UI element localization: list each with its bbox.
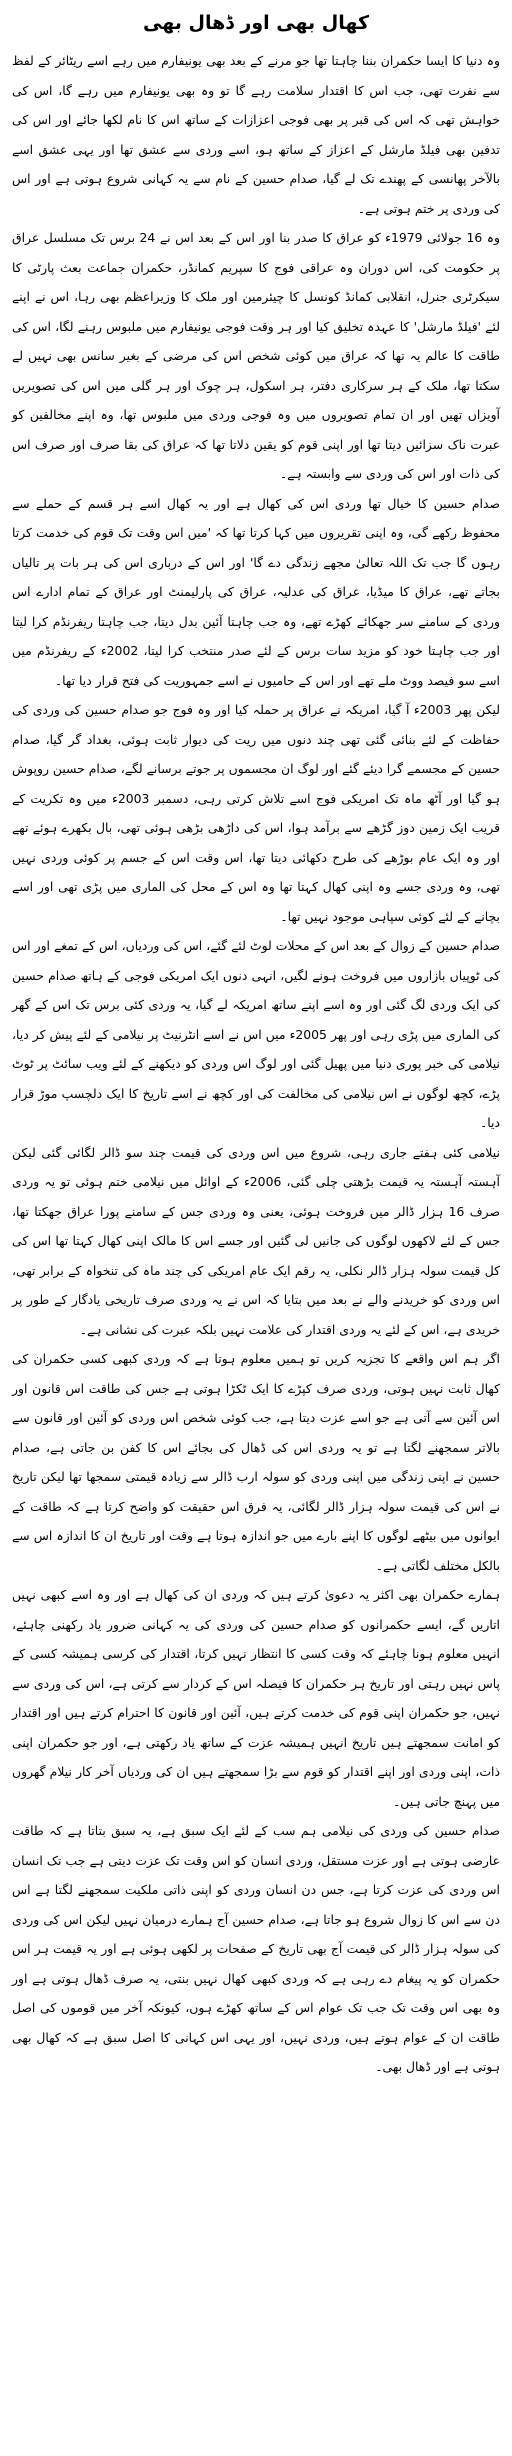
article-paragraph: صدام حسین کا خیال تھا وردی اس کی کھال ہے اور یہ کھال اسے ہر قسم کے حملے سے محفوظ رکھے گی، وہ اپنی تقریروں میں کہا کرتا تھا کہ 'میں اس وقت تک قوم کی خدمت کرتا رہوں گا جب تک اللہ تعالیٰ مجھے زندگی دے گا' اور اس کے درباری اس کی ہر بات پر تالیاں بجاتے تھے، عراق کا میڈیا، عراق کی عدلیہ، عراق کی پارلیمنٹ اور عراق کے تمام ادارے اس وردی کے سامنے سر جھکائے کھڑے تھے، وہ جب چاہتا آئین بدل دیتا، جب چاہتا ریفرنڈم کرا لیتا اور جب چاہتا خود کو مزید سات برس کے لئے صدر منتخب کرا لیتا، 2002ء کے ریفرنڈم میں اسے سو فیصد ووٹ ملے تھے اور اس کے حامیوں نے اسے جمہوریت کی فتح قرار دیا تھا۔ — [12, 495, 500, 688]
article-paragraph: صدام حسین کی وردی کی نیلامی ہم سب کے لئے ایک سبق ہے، یہ سبق بتاتا ہے کہ طاقت عارضی ہوتی ہے اور عزت مستقل، وردی انسان کو اس وقت تک عزت دیتی ہے جب تک انسان اس وردی کی عزت کرتا ہے، جس دن انسان وردی کو اپنی ذاتی ملکیت سمجھنے لگتا ہے اس دن سے اس کا زوال شروع ہو جاتا ہے، صدام حسین آج ہمارے درمیان نہیں لیکن اس کی وردی کی سولہ ہزار ڈالر کی قیمت آج بھی تاریخ کے صفحات پر لکھی ہوئی ہے اور یہ قیمت ہر اس حکمران کو یہ پیغام دے رہی ہے کہ وردی کبھی کھال نہیں بنتی، یہ صرف ڈھال ہوتی ہے اور وہ بھی اس وقت تک جب تک عوام اس کے ساتھ کھڑے ہوں، کیونکہ آخر میں قوموں کی اصل طاقت ان کے عوام ہوتے ہیں، وردی نہیں، اور یہی اس کہانی کا اصل سبق ہے کہ کھال بھی ہوتی ہے اور ڈھال بھی۔ — [12, 1823, 500, 2074]
article-headline: کھال بھی اور ڈھال بھی — [143, 12, 369, 34]
article-paragraph: وہ دنیا کا ایسا حکمران بننا چاہتا تھا جو مرنے کے بعد بھی یونیفارم میں رہے اسے ریٹائر کے لفظ سے نفرت تھی، جب اس کا اقتدار سلامت رہے گا تو وہ بھی یونیفارم میں رہے گا، اس کی خواہش تھی کہ اس کی قبر پر بھی فوجی اعزازات کے ساتھ اس کا نام لکھا جائے اور اس کی تدفین بھی فیلڈ مارشل کے اعزاز کے ساتھ ہو، اسے وردی سے عشق تھا اور یہی عشق اسے بالآخر پھانسی کے پھندے تک لے گیا، صدام حسین کے نام سے یہ کہانی شروع ہوتی ہے اور اس کی وردی پر ختم ہوتی ہے۔ — [12, 53, 500, 216]
article-paragraph: نیلامی کئی ہفتے جاری رہی، شروع میں اس وردی کی قیمت چند سو ڈالر لگائی گئی لیکن آہستہ آہستہ یہ قیمت بڑھتی چلی گئی، 2006ء کے اوائل میں نیلامی ختم ہوئی تو یہ وردی صرف 16 ہزار ڈالر میں فروخت ہوئی، یعنی وہ وردی جس کے سامنے پورا عراق جھکتا تھا، جس کے لئے لاکھوں لوگوں کی جانیں لی گئیں اور جسے اس کا مالک اپنی کھال کہتا تھا اس کی کل قیمت سولہ ہزار ڈالر نکلی، یہ رقم ایک عام امریکی کی چند ماہ کی تنخواہ کے برابر تھی، اس وردی کو خریدنے والے نے بعد میں بتایا کہ اس نے یہ وردی صرف تاریخی یادگار کے طور پر خریدی ہے، اس کے لئے یہ وردی اقتدار کی علامت نہیں بلکہ عبرت کی نشانی ہے۔ — [12, 1144, 500, 1337]
article-body — [12, 46, 500, 2082]
article-paragraph: ہمارے حکمران بھی اکثر یہ دعویٰ کرتے ہیں کہ وردی ان کی کھال ہے اور وہ اسے کبھی نہیں اتاریں گے، ایسے حکمرانوں کو صدام حسین کی وردی کی یہ کہانی ضرور یاد رکھنی چاہئے، انہیں معلوم ہونا چاہئے کہ وقت کسی کا انتظار نہیں کرتا، اقتدار کی کرسی ہمیشہ کسی کے پاس نہیں رہتی اور تاریخ ہر حکمران کا فیصلہ اس کے کردار سے کرتی ہے، اس کی وردی سے نہیں، جو حکمران اپنی قوم کی خدمت کرتے ہیں، آئین اور قانون کا احترام کرتے ہیں اور اقتدار کو امانت سمجھتے ہیں تاریخ انہیں ہمیشہ عزت کے ساتھ یاد رکھتی ہے، اور جو حکمران اپنی ذات، اپنی وردی اور اپنے اقتدار کو قوم سے بڑا سمجھتے ہیں ان کی وردیاں آخر کار نیلام گھروں میں پہنچ جاتی ہیں۔ — [12, 1587, 500, 1809]
article-paragraph: لیکن پھر 2003ء آ گیا، امریکہ نے عراق پر حملہ کیا اور وہ فوج جو صدام حسین کی وردی کی حفاظت کے لئے بنائی گئی تھی چند دنوں میں ریت کی دیوار ثابت ہوئی، بغداد گر گیا، صدام حسین کے مجسمے گرا دیئے گئے اور لوگ ان مجسموں پر جوتے برسانے لگے، صدام حسین روپوش ہو گیا اور آٹھ ماہ تک امریکی فوج اسے تلاش کرتی رہی، دسمبر 2003ء میں وہ تکریت کے قریب ایک زمین دوز گڑھے سے برآمد ہوا، اس کی داڑھی بڑھی ہوئی تھی، بال بکھرے ہوئے تھے اور وہ ایک عام بوڑھے کی طرح دکھائی دیتا تھا، اس وقت اس کے جسم پر کوئی وردی نہیں تھی، وہ وردی جسے وہ اپنی کھال کہتا تھا وہ اس کے محل کی الماری میں پڑی تھی اور اسے بچانے کے لئے کوئی سپاہی موجود نہیں تھا۔ — [12, 702, 500, 924]
article-paragraph: اگر ہم اس واقعے کا تجزیہ کریں تو ہمیں معلوم ہوتا ہے کہ وردی کبھی کسی حکمران کی کھال ثابت نہیں ہوتی، وردی صرف کپڑے کا ایک ٹکڑا ہوتی ہے جس کی طاقت اس قانون اور اس آئین سے آتی ہے جو اسے عزت دیتا ہے، جب کوئی شخص اس وردی کو آئین اور قانون سے بالاتر سمجھنے لگتا ہے تو یہ وردی اس کی ڈھال کی بجائے اس کا کفن بن جاتی ہے، صدام حسین نے اپنی زندگی میں اپنی وردی کو سولہ ارب ڈالر سے زیادہ قیمتی سمجھا تھا لیکن تاریخ نے اس کی قیمت سولہ ہزار ڈالر لگائی، یہ فرق اس حقیقت کو واضح کرتا ہے کہ طاقت کے ایوانوں میں بیٹھے لوگوں کا اپنے بارے میں جو اندازہ ہوتا ہے وقت اور تاریخ ان کا اندازہ اس سے بالکل مختلف لگاتی ہے۔ — [12, 1351, 500, 1573]
article-paragraph: صدام حسین کے زوال کے بعد اس کے محلات لوٹ لئے گئے، اس کی وردیاں، اس کے تمغے اور اس کی ٹوپیاں بازاروں میں فروخت ہونے لگیں، انہی دنوں ایک امریکی فوجی کے ہاتھ صدام حسین کی ایک وردی لگ گئی اور وہ اسے اپنے ساتھ امریکہ لے گیا، یہ وردی کئی برس تک اس کے گھر کی الماری میں پڑی رہی اور پھر 2005ء میں اس نے اسے انٹرنیٹ پر نیلامی کے لئے پیش کر دیا، نیلامی کی خبر پوری دنیا میں پھیل گئی اور لوگ اس وردی کو دیکھنے کے لئے ویب سائٹ پر ٹوٹ پڑے، کچھ لوگوں نے اس نیلامی کی مخالفت کی اور کچھ نے اسے تاریخ کا ایک دلچسپ موڑ قرار دیا۔ — [12, 938, 500, 1130]
article-paragraph: وہ 16 جولائی 1979ء کو عراق کا صدر بنا اور اس کے بعد اس نے 24 برس تک مسلسل عراق پر حکومت کی، اس دوران وہ عراقی فوج کا سپریم کمانڈر، حکمران جماعت بعث پارٹی کا سیکرٹری جنرل، انقلابی کمانڈ کونسل کا چیئرمین اور ملک کا وزیراعظم بھی رہا، اس نے اپنے لئے 'فیلڈ مارشل' کا عہدہ تخلیق کیا اور ہر وقت فوجی یونیفارم میں ملبوس رہنے لگا، اس کی طاقت کا عالم یہ تھا کہ عراق میں کوئی شخص اس کی مرضی کے بغیر سانس بھی نہیں لے سکتا تھا، ملک کے ہر سرکاری دفتر، ہر اسکول، ہر چوک اور ہر گلی میں اس کی تصویریں آویزاں تھیں اور ان تمام تصویروں میں وہ فوجی وردی میں ملبوس تھا، وہ اپنے مخالفین کو عبرت ناک سزائیں دیتا تھا اور اپنی قوم کو یقین دلاتا تھا کہ عراق کی بقا صرف اور صرف اس کی ذات اور اس کی وردی سے وابستہ ہے۔ — [12, 230, 500, 481]
